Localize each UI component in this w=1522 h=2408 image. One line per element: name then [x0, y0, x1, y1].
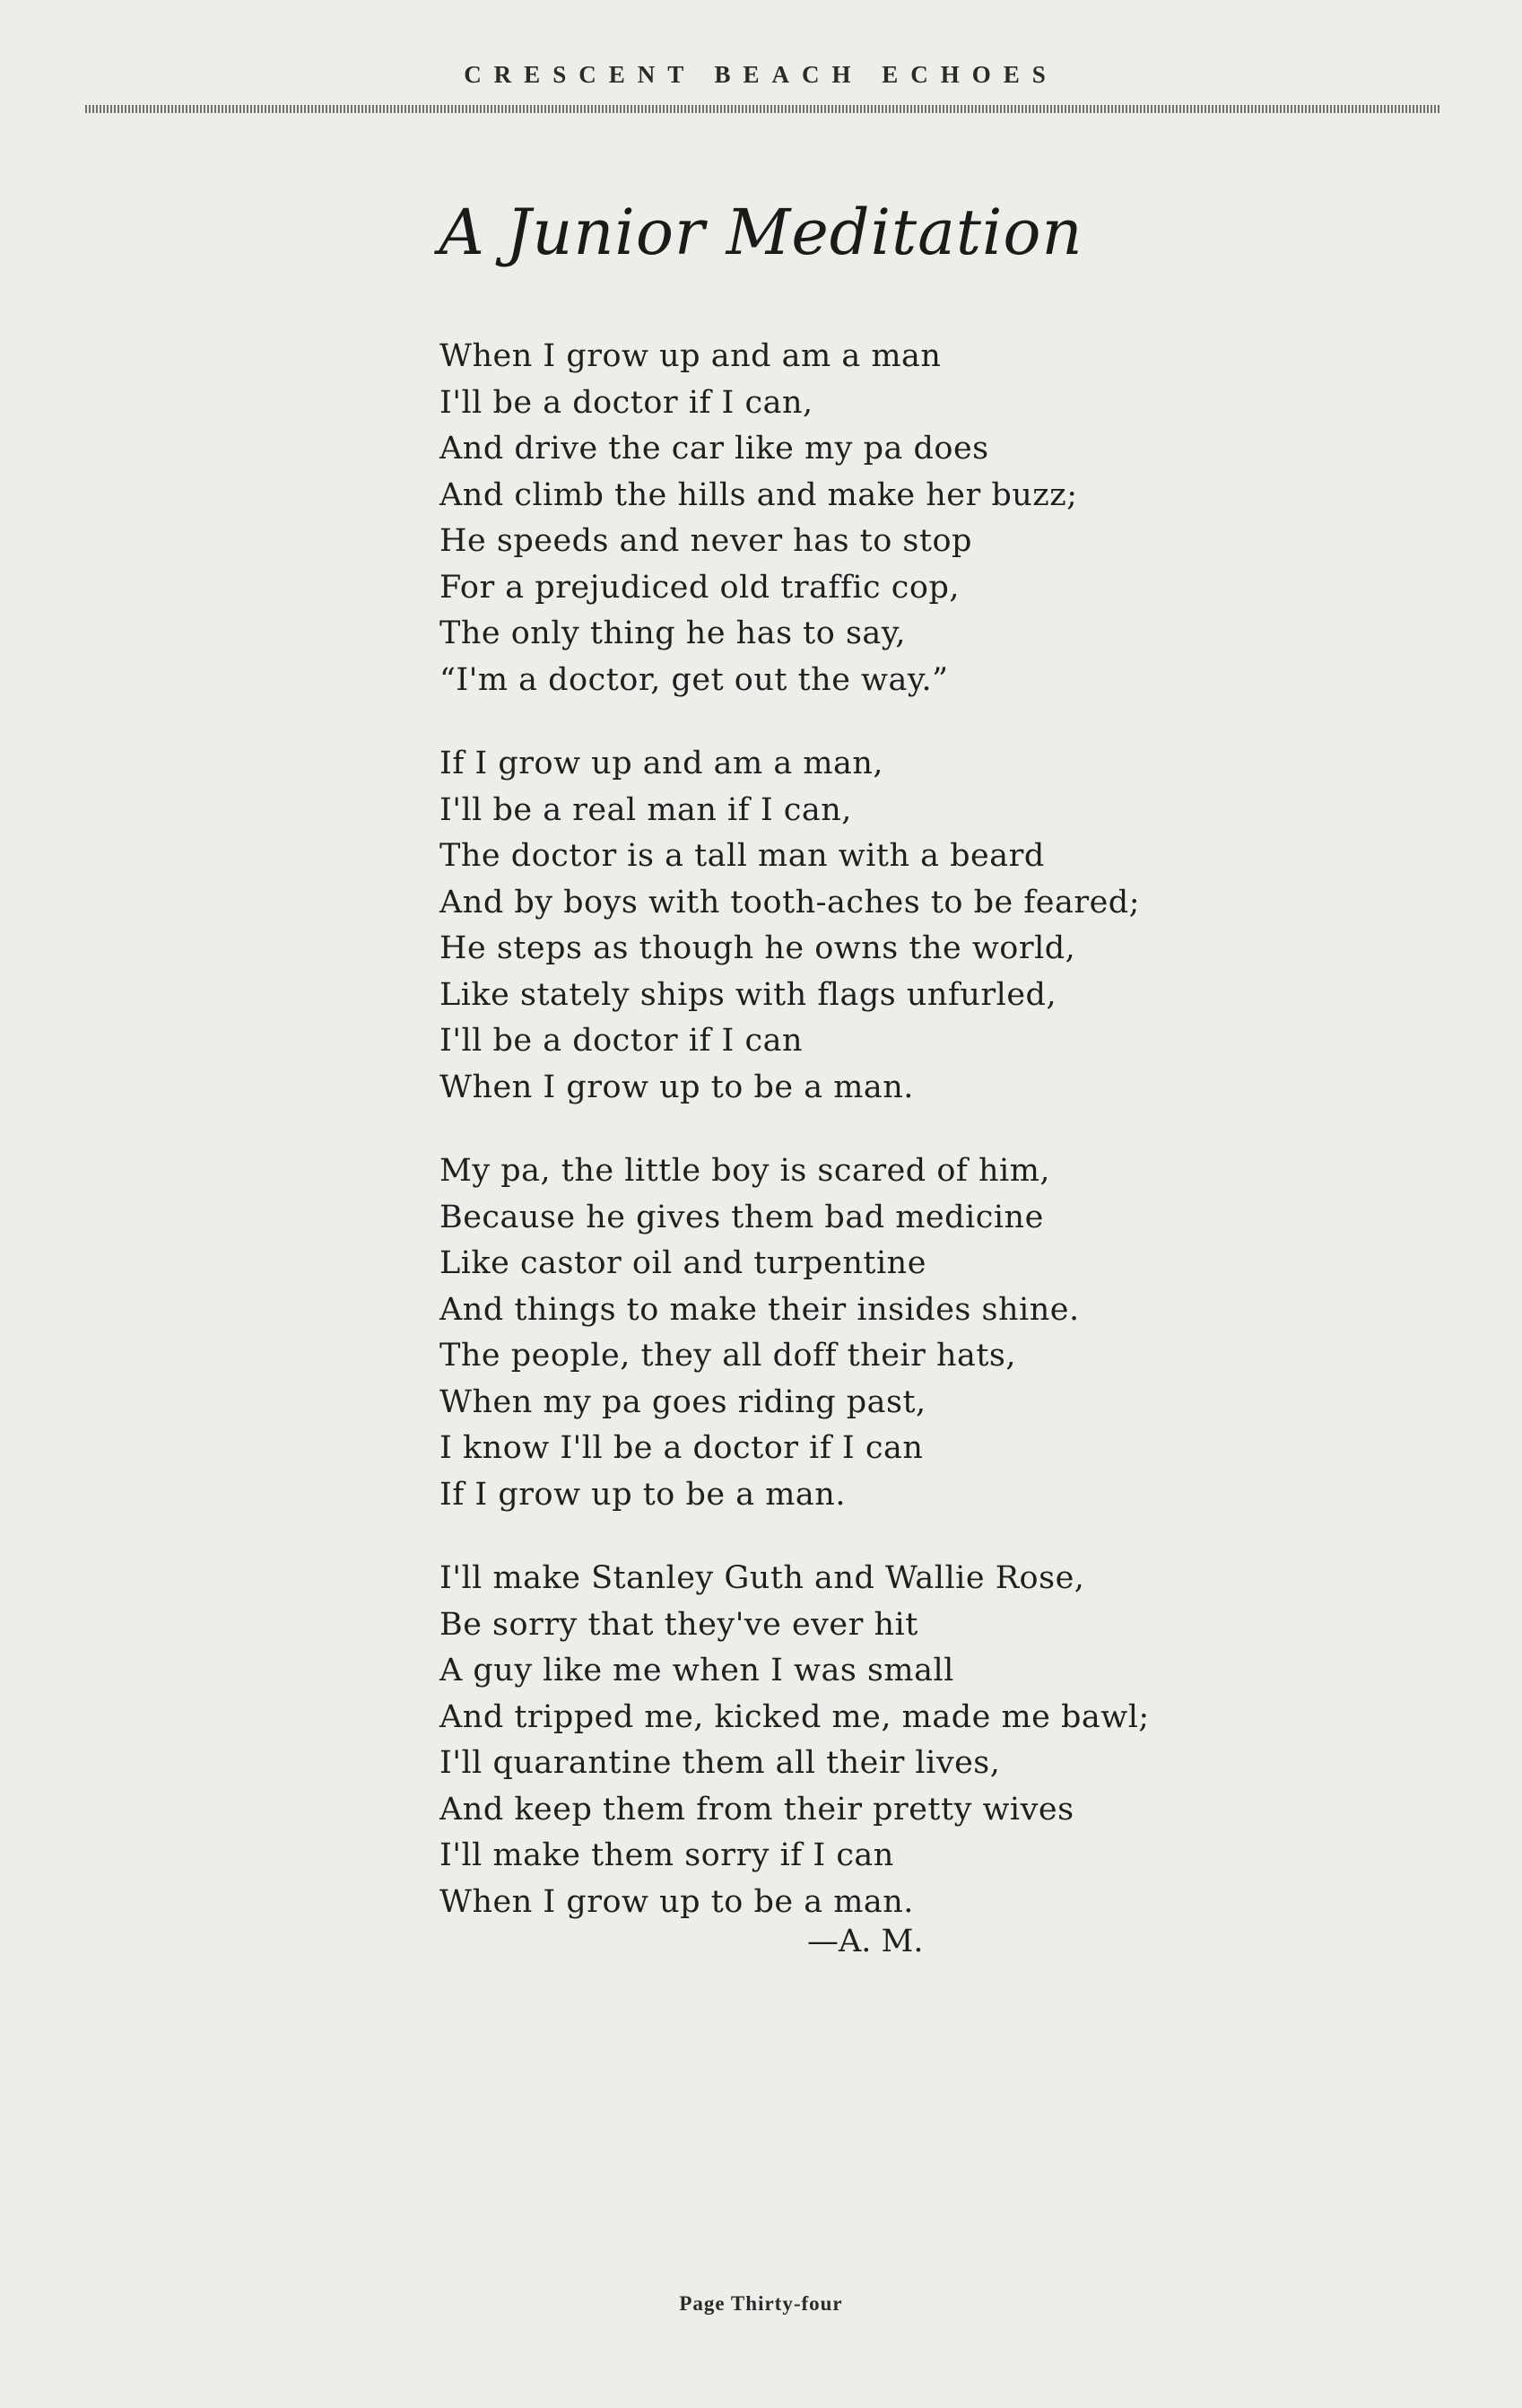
page-number: Page Thirty-four [679, 2292, 843, 2315]
header-rule [85, 105, 1439, 113]
poem-line: Like castor oil and turpentine [439, 1245, 926, 1281]
stanza-2 [439, 741, 1247, 1111]
poem-line: Be sorry that they've ever hit [439, 1606, 918, 1643]
poem-body [439, 334, 1247, 1963]
poem-line: I know I'll be a doctor if I can [439, 1430, 924, 1466]
poem-line: If I grow up to be a man. [439, 1476, 846, 1513]
poem-line: I'll be a real man if I can, [439, 791, 852, 828]
poem-title: A Junior Meditation [439, 196, 1083, 269]
stanza-4 [439, 1556, 1247, 1963]
poem-line: I'll be a doctor if I can, [439, 384, 813, 421]
stanza-3 [439, 1148, 1247, 1518]
poem-line: I'll make Stanley Guth and Wallie Rose, [439, 1560, 1085, 1596]
poem-line: And climb the hills and make her buzz; [439, 476, 1078, 513]
poem-line: For a prejudiced old traffic cop, [439, 569, 960, 606]
poem-line: “I'm a doctor, get out the way.” [439, 661, 949, 698]
poem-line: And drive the car like my pa does [439, 431, 989, 467]
author-signature: —A. M. [807, 1924, 924, 1959]
poem-line: The people, they all doff their hats, [439, 1338, 1017, 1374]
poem-line: Like stately ships with flags unfurled, [439, 976, 1057, 1013]
poem-line: When I grow up to be a man. [439, 1883, 914, 1920]
poem-line: I'll be a doctor if I can [439, 1023, 804, 1059]
poem-line: When I grow up to be a man. [439, 1069, 914, 1105]
poem-line: My pa, the little boy is scared of him, [439, 1153, 1051, 1189]
poem-line: And keep them from their pretty wives [439, 1791, 1074, 1828]
poem-line: I'll quarantine them all their lives, [439, 1745, 1001, 1781]
poem-line: When my pa goes riding past, [439, 1383, 926, 1420]
poem-line: Because he gives them bad medicine [439, 1199, 1044, 1235]
stanza-1 [439, 334, 1247, 703]
poem-line: And by boys with tooth-aches to be feared; [439, 884, 1141, 920]
poem-line: He steps as though he owns the world, [439, 930, 1076, 966]
running-header: CRESCENT BEACH ECHOES [464, 61, 1058, 88]
poem-line: And tripped me, kicked me, made me bawl; [439, 1698, 1150, 1735]
poem-line: He speeds and never has to stop [439, 523, 972, 559]
poem-line: The only thing he has to say, [439, 615, 907, 651]
poem-line: When I grow up and am a man [439, 338, 942, 374]
poem-line: I'll make them sorry if I can [439, 1837, 894, 1873]
poem-line: And things to make their insides shine. [439, 1291, 1080, 1328]
poem-line: If I grow up and am a man, [439, 746, 884, 781]
poem-line: A guy like me when I was small [439, 1653, 954, 1688]
poem-line: The doctor is a tall man with a beard [439, 838, 1045, 874]
